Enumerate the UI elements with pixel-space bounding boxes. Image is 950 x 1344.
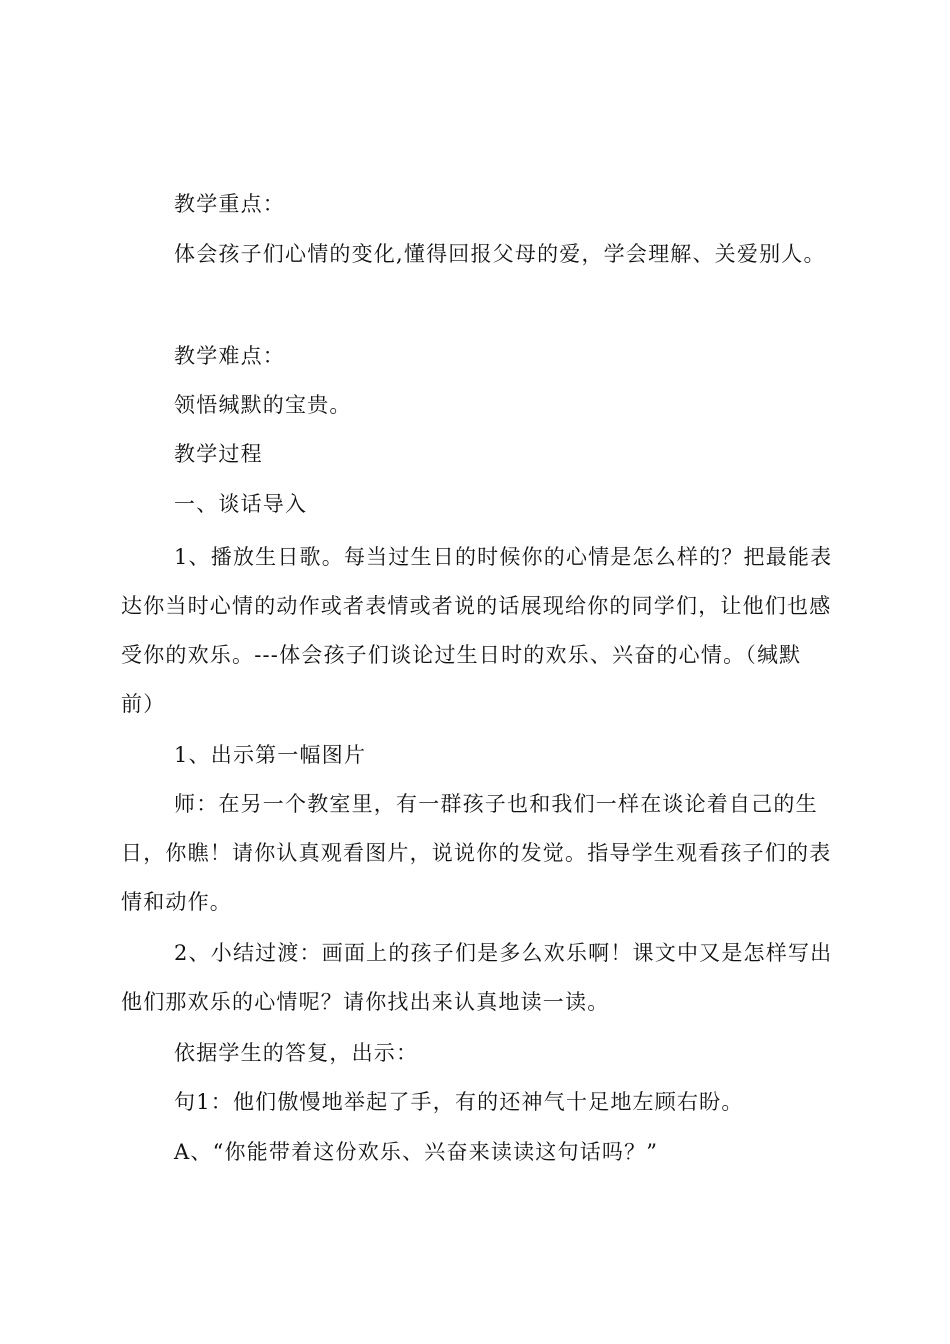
- paragraph-teaching-difficulty: 领悟缄默的宝贵。: [174, 393, 352, 417]
- paragraph-question-a: A、“你能带着这份欢乐、兴奋来读读这句话吗？”: [174, 1140, 659, 1164]
- heading-teaching-difficulty: 教学难点：: [174, 344, 285, 368]
- paragraph-teaching-focus: 体会孩子们心情的变化,懂得回报父母的爱，学会理解、关爱别人。: [174, 242, 826, 266]
- paragraph-sentence-1: 句1：他们傲慢地举起了手，有的还神气十足地左顾右盼。: [174, 1090, 744, 1114]
- paragraph-summary-transition: 2、小结过渡：画面上的孩子们是多么欢乐啊！课文中又是怎样写出他们那欢乐的心情呢？请你找出来认真地读一读。: [121, 941, 833, 1014]
- paragraph-show-first-picture: 1、出示第一幅图片: [174, 743, 367, 767]
- paragraph-birthday-song: 1、播放生日歌。每当过生日的时候你的心情是怎么样的？把最能表达你当时心情的动作或者表情或者说的话展现给你的同学们，让他们也感受你的欢乐。---体会孩子们谈论过生日时的欢乐、兴奋的心情。（缄默前）: [121, 545, 833, 716]
- heading-teaching-process: 教学过程: [174, 442, 263, 466]
- paragraph-according-to-answers: 依据学生的答复，出示：: [174, 1041, 419, 1065]
- section-heading-intro: 一、谈话导入: [174, 492, 308, 516]
- heading-teaching-focus: 教学重点：: [174, 192, 285, 216]
- paragraph-teacher-says: 师：在另一个教室里，有一群孩子也和我们一样在谈论着自己的生日，你瞧！请你认真观看图片，说说你的发觉。指导学生观看孩子们的表情和动作。: [121, 792, 832, 914]
